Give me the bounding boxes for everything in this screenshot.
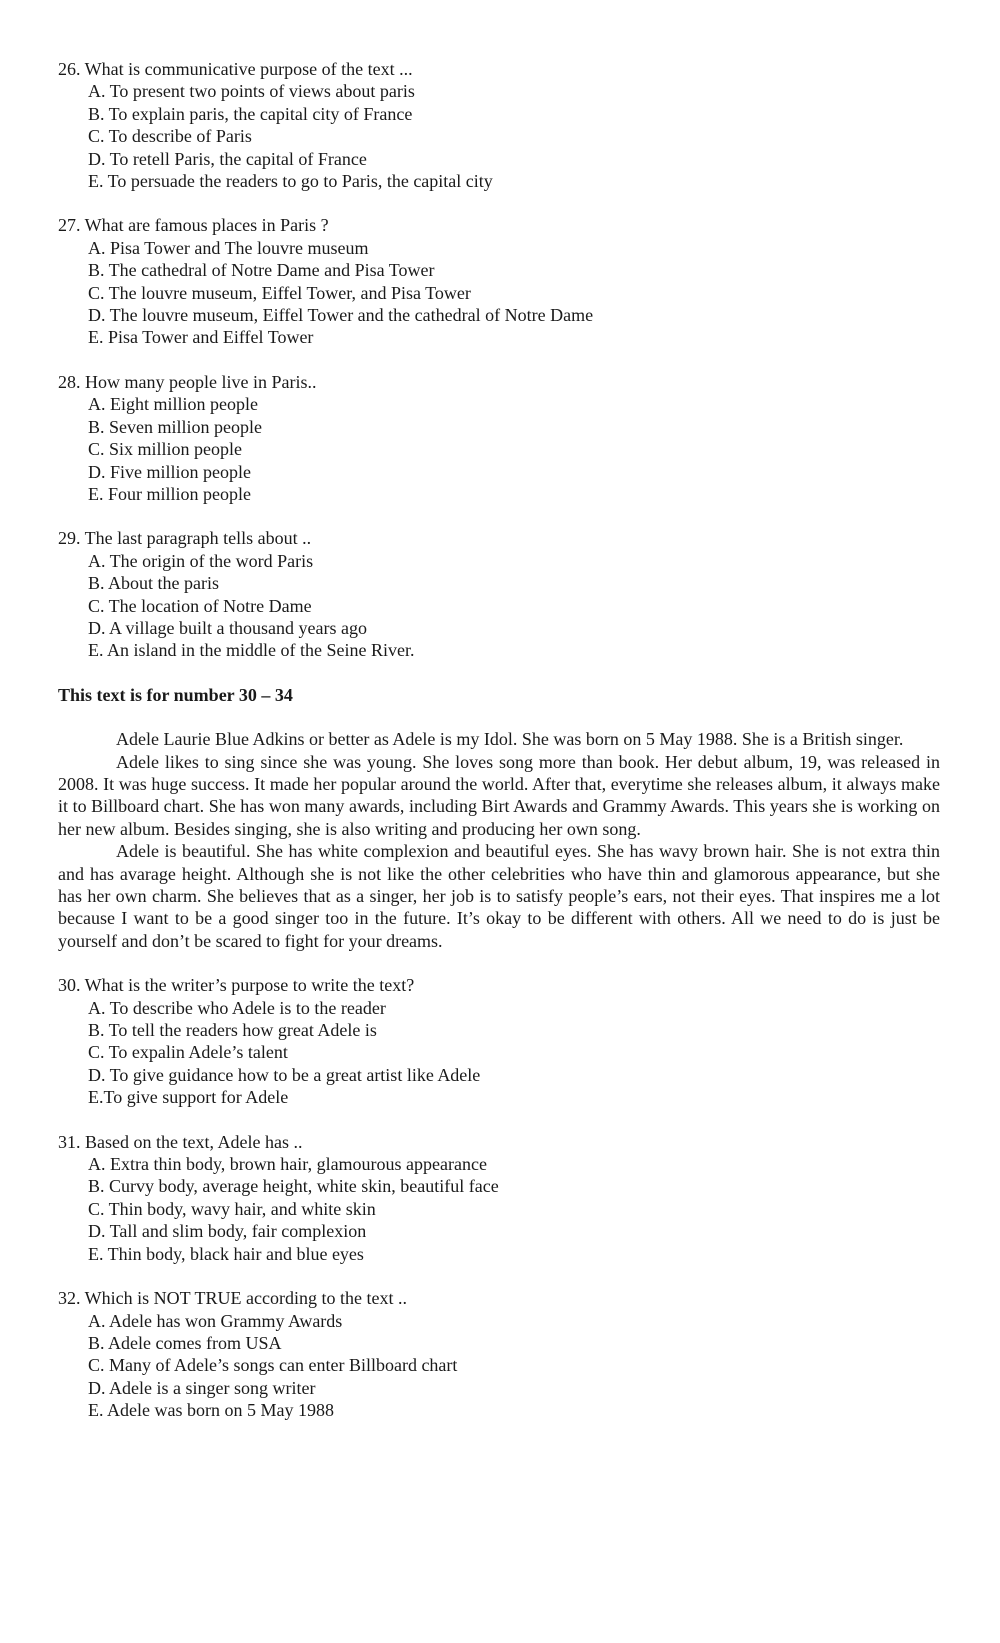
answer-options — [58, 550, 940, 662]
question-31 — [58, 1131, 940, 1265]
option-d: D. Tall and slim body, fair complexion — [88, 1221, 367, 1242]
answer-options — [58, 997, 940, 1109]
question-27 — [58, 214, 940, 348]
option-e: E. To persuade the readers to go to Paris, the capital city — [88, 171, 493, 192]
option-a: A. The origin of the word Paris — [88, 550, 314, 571]
question-32 — [58, 1287, 940, 1421]
option-e: E.To give support for Adele — [88, 1087, 289, 1108]
option-a: A. To describe who Adele is to the reader — [88, 997, 386, 1018]
worksheet-page — [58, 58, 940, 1444]
option-b: B. To tell the readers how great Adele is — [88, 1020, 377, 1041]
option-d: D. To retell Paris, the capital of France — [88, 148, 367, 169]
question-stem: 29. The last paragraph tells about .. — [58, 528, 312, 549]
answer-options — [58, 237, 940, 349]
answer-options — [58, 393, 940, 505]
answer-options — [58, 80, 940, 192]
option-c: C. Thin body, wavy hair, and white skin — [88, 1198, 376, 1219]
option-d: D. Five million people — [88, 461, 251, 482]
option-a: A. Pisa Tower and The louvre museum — [88, 237, 369, 258]
section-heading: This text is for number 30 – 34 — [58, 684, 293, 705]
question-stem: 28. How many people live in Paris.. — [58, 371, 317, 392]
question-stem: 31. Based on the text, Adele has .. — [58, 1131, 303, 1152]
option-e: E. Pisa Tower and Eiffel Tower — [88, 327, 314, 348]
option-a: A. Eight million people — [88, 394, 258, 415]
passage-paragraph-2: Adele likes to sing since she was young. She loves song more than book. Her debut album, 19, was released in 2008. It was huge success. It made her popular around the world. After that, everytime she releases album, it always make it to Billboard chart. She has won many awards, including Birt Awards and Grammy Awards. This years she is working on her new album. Besides singing, she is also writing and producing her own song. — [58, 751, 940, 839]
option-c: C. Many of Adele’s songs can enter Billboard chart — [88, 1355, 458, 1376]
option-d: D. The louvre museum, Eiffel Tower and the cathedral of Notre Dame — [88, 305, 594, 326]
question-stem: 26. What is communicative purpose of the text ... — [58, 59, 413, 79]
answer-options — [58, 1153, 940, 1265]
option-b: B. About the paris — [88, 573, 219, 594]
option-a: A. To present two points of views about paris — [88, 81, 415, 102]
option-e: E. Adele was born on 5 May 1988 — [88, 1400, 334, 1421]
option-c: C. The louvre museum, Eiffel Tower, and Pisa Tower — [88, 282, 471, 303]
option-c: C. To expalin Adele’s talent — [88, 1042, 288, 1063]
question-26 — [58, 58, 940, 192]
option-a: A. Adele has won Grammy Awards — [88, 1310, 343, 1331]
question-stem: 30. What is the writer’s purpose to write the text? — [58, 975, 415, 996]
option-c: C. The location of Notre Dame — [88, 595, 312, 616]
option-d: D. To give guidance how to be a great artist like Adele — [88, 1064, 481, 1085]
question-30 — [58, 974, 940, 1108]
option-b: B. Curvy body, average height, white skin, beautiful face — [88, 1176, 499, 1197]
reading-passage — [58, 728, 940, 952]
option-b: B. To explain paris, the capital city of France — [88, 103, 413, 124]
option-e: E. Four million people — [88, 483, 251, 504]
option-c: C. To describe of Paris — [88, 126, 252, 147]
question-29 — [58, 527, 940, 661]
option-b: B. Adele comes from USA — [88, 1332, 282, 1353]
passage-paragraph-1: Adele Laurie Blue Adkins or better as Adele is my Idol. She was born on 5 May 1988. She is a British singer. — [116, 729, 904, 750]
option-e: E. Thin body, black hair and blue eyes — [88, 1243, 364, 1264]
option-d: D. Adele is a singer song writer — [88, 1377, 316, 1398]
option-e: E. An island in the middle of the Seine River. — [88, 640, 415, 661]
option-a: A. Extra thin body, brown hair, glamourous appearance — [88, 1154, 487, 1175]
question-28 — [58, 371, 940, 505]
question-stem: 27. What are famous places in Paris ? — [58, 215, 329, 236]
option-c: C. Six million people — [88, 439, 243, 460]
question-stem: 32. Which is NOT TRUE according to the text .. — [58, 1288, 407, 1309]
answer-options — [58, 1310, 940, 1422]
option-b: B. The cathedral of Notre Dame and Pisa Tower — [88, 260, 435, 281]
option-b: B. Seven million people — [88, 416, 262, 437]
passage-paragraph-3: Adele is beautiful. She has white complexion and beautiful eyes. She has wavy brown hair. She is not extra thin and has avarage height. Although she is not like the other celebrities who have thin and glamorous appearance, but she has her own charm. She believes that as a singer, her job is to satisfy people’s ears, not their eyes. That inspires me a lot because I want to be a good singer too in the future. It’s okay to be different with others. All we need to do is just be yourself and don’t be scared to fight for your dreams. — [58, 841, 940, 951]
option-d: D. A village built a thousand years ago — [88, 617, 367, 638]
